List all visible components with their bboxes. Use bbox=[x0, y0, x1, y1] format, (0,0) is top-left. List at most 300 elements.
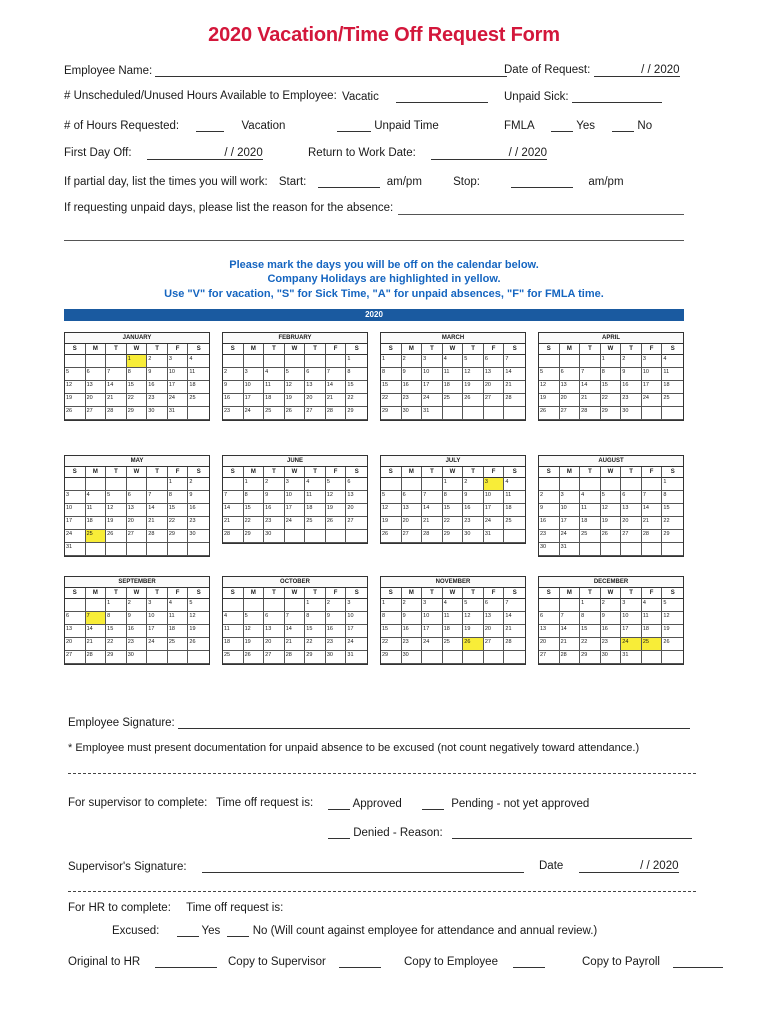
calendar-day[interactable]: 18 bbox=[443, 625, 464, 638]
calendar-day[interactable]: 21 bbox=[504, 625, 525, 638]
calendar-day[interactable]: 6 bbox=[621, 491, 642, 504]
calendar-day[interactable]: 6 bbox=[484, 355, 505, 368]
calendar-day[interactable]: 2 bbox=[326, 599, 347, 612]
employee-signature-field[interactable] bbox=[178, 716, 690, 729]
copy-supervisor-field[interactable] bbox=[339, 955, 381, 968]
calendar-day[interactable]: 30 bbox=[326, 651, 347, 664]
calendar-day[interactable]: 19 bbox=[601, 517, 622, 530]
calendar-day[interactable]: 9 bbox=[402, 612, 423, 625]
calendar-day[interactable]: 30 bbox=[539, 543, 560, 556]
calendar-day[interactable]: 23 bbox=[402, 638, 423, 651]
unpaid-time-field[interactable] bbox=[337, 119, 371, 132]
calendar-day[interactable]: 10 bbox=[285, 491, 306, 504]
calendar-day[interactable]: 21 bbox=[285, 638, 306, 651]
calendar-day[interactable]: 5 bbox=[106, 491, 127, 504]
calendar-day[interactable]: 11 bbox=[305, 491, 326, 504]
calendar-day[interactable]: 25 bbox=[188, 394, 209, 407]
calendar-day[interactable]: 31 bbox=[168, 407, 189, 420]
calendar-day[interactable]: 8 bbox=[244, 491, 265, 504]
calendar-day[interactable]: 7 bbox=[422, 491, 443, 504]
calendar-day[interactable]: 1 bbox=[346, 355, 367, 368]
calendar-day[interactable]: 19 bbox=[106, 517, 127, 530]
calendar-day[interactable]: 31 bbox=[65, 543, 86, 556]
calendar-day[interactable]: 5 bbox=[601, 491, 622, 504]
calendar-day[interactable]: 12 bbox=[463, 612, 484, 625]
calendar-day[interactable]: 16 bbox=[402, 625, 423, 638]
calendar-day[interactable]: 28 bbox=[86, 651, 107, 664]
calendar-day[interactable]: 15 bbox=[381, 625, 402, 638]
calendar-day[interactable]: 18 bbox=[223, 638, 244, 651]
calendar-day[interactable]: 8 bbox=[381, 368, 402, 381]
calendar-day[interactable]: 21 bbox=[560, 638, 581, 651]
calendar-day[interactable]: 3 bbox=[621, 599, 642, 612]
calendar-day[interactable]: 13 bbox=[484, 368, 505, 381]
calendar-day[interactable]: 22 bbox=[443, 517, 464, 530]
calendar-day[interactable]: 27 bbox=[127, 530, 148, 543]
calendar-day[interactable]: 5 bbox=[188, 599, 209, 612]
calendar-day[interactable]: 17 bbox=[422, 381, 443, 394]
calendar-day[interactable]: 18 bbox=[188, 381, 209, 394]
calendar-day[interactable]: 30 bbox=[601, 651, 622, 664]
calendar-day[interactable]: 22 bbox=[601, 394, 622, 407]
calendar-day[interactable]: 6 bbox=[86, 368, 107, 381]
supervisor-signature-field[interactable] bbox=[202, 860, 524, 873]
calendar-day[interactable]: 14 bbox=[580, 381, 601, 394]
calendar-day[interactable]: 20 bbox=[305, 394, 326, 407]
calendar-day[interactable]: 25 bbox=[580, 530, 601, 543]
calendar-day[interactable]: 17 bbox=[168, 381, 189, 394]
calendar-day[interactable]: 29 bbox=[106, 651, 127, 664]
calendar-day[interactable]: 29 bbox=[305, 651, 326, 664]
unpaid-sick-field[interactable] bbox=[572, 90, 662, 103]
calendar-day[interactable]: 31 bbox=[422, 407, 443, 420]
calendar-day[interactable]: 27 bbox=[621, 530, 642, 543]
calendar-day[interactable]: 17 bbox=[244, 394, 265, 407]
calendar-day[interactable]: 13 bbox=[346, 491, 367, 504]
calendar-day[interactable]: 27 bbox=[305, 407, 326, 420]
calendar-day[interactable]: 23 bbox=[621, 394, 642, 407]
calendar-day[interactable]: 24 bbox=[642, 394, 663, 407]
calendar-day[interactable]: 23 bbox=[264, 517, 285, 530]
calendar-day[interactable]: 15 bbox=[305, 625, 326, 638]
calendar-day[interactable]: 23 bbox=[463, 517, 484, 530]
calendar-day[interactable]: 28 bbox=[147, 530, 168, 543]
calendar-day[interactable]: 12 bbox=[539, 381, 560, 394]
calendar-day[interactable]: 30 bbox=[127, 651, 148, 664]
calendar-day[interactable]: 26 bbox=[244, 651, 265, 664]
calendar-day[interactable]: 22 bbox=[106, 638, 127, 651]
calendar-day[interactable]: 9 bbox=[601, 612, 622, 625]
calendar-day[interactable]: 14 bbox=[560, 625, 581, 638]
calendar-day[interactable]: 8 bbox=[601, 368, 622, 381]
calendar-day[interactable]: 9 bbox=[264, 491, 285, 504]
calendar-day[interactable]: 30 bbox=[463, 530, 484, 543]
calendar-day[interactable]: 12 bbox=[106, 504, 127, 517]
calendar-day[interactable]: 10 bbox=[484, 491, 505, 504]
hr-no-field[interactable] bbox=[227, 924, 249, 937]
calendar-day[interactable]: 23 bbox=[147, 394, 168, 407]
calendar-day[interactable]: 16 bbox=[402, 381, 423, 394]
calendar-day[interactable]: 21 bbox=[223, 517, 244, 530]
calendar-day[interactable]: 14 bbox=[147, 504, 168, 517]
calendar-day[interactable]: 14 bbox=[106, 381, 127, 394]
calendar-day[interactable]: 9 bbox=[326, 612, 347, 625]
calendar-day[interactable]: 11 bbox=[264, 381, 285, 394]
calendar-day-holiday[interactable]: 7 bbox=[86, 612, 107, 625]
calendar-day[interactable]: 10 bbox=[346, 612, 367, 625]
calendar-day[interactable]: 22 bbox=[662, 517, 683, 530]
calendar-day[interactable]: 7 bbox=[560, 612, 581, 625]
calendar-day[interactable]: 24 bbox=[244, 407, 265, 420]
calendar-day[interactable]: 19 bbox=[188, 625, 209, 638]
calendar-day[interactable]: 19 bbox=[244, 638, 265, 651]
calendar-day[interactable]: 17 bbox=[560, 517, 581, 530]
calendar-day[interactable]: 22 bbox=[381, 638, 402, 651]
calendar-day[interactable]: 1 bbox=[168, 478, 189, 491]
calendar-day[interactable]: 25 bbox=[504, 517, 525, 530]
return-date-field[interactable]: / / 2020 bbox=[431, 147, 547, 160]
calendar-day[interactable]: 28 bbox=[580, 407, 601, 420]
calendar-day[interactable]: 26 bbox=[463, 394, 484, 407]
calendar-day[interactable]: 8 bbox=[168, 491, 189, 504]
calendar-day[interactable]: 16 bbox=[147, 381, 168, 394]
calendar-day[interactable]: 14 bbox=[86, 625, 107, 638]
approved-field[interactable] bbox=[328, 797, 350, 810]
calendar-day[interactable]: 5 bbox=[381, 491, 402, 504]
calendar-day[interactable]: 8 bbox=[443, 491, 464, 504]
calendar-day[interactable]: 12 bbox=[662, 612, 683, 625]
calendar-day[interactable]: 21 bbox=[580, 394, 601, 407]
calendar-day[interactable]: 19 bbox=[463, 381, 484, 394]
calendar-day[interactable]: 20 bbox=[484, 381, 505, 394]
calendar-day[interactable]: 26 bbox=[106, 530, 127, 543]
calendar-day[interactable]: 6 bbox=[65, 612, 86, 625]
calendar-day[interactable]: 14 bbox=[504, 612, 525, 625]
calendar-day[interactable]: 1 bbox=[106, 599, 127, 612]
calendar-day[interactable]: 11 bbox=[223, 625, 244, 638]
calendar-day[interactable]: 17 bbox=[147, 625, 168, 638]
calendar-day[interactable]: 8 bbox=[662, 491, 683, 504]
calendar-day[interactable]: 6 bbox=[264, 612, 285, 625]
calendar-day[interactable]: 11 bbox=[642, 612, 663, 625]
calendar-day[interactable]: 30 bbox=[402, 651, 423, 664]
calendar-day[interactable]: 31 bbox=[346, 651, 367, 664]
calendar-day[interactable]: 6 bbox=[402, 491, 423, 504]
calendar-day[interactable]: 25 bbox=[443, 394, 464, 407]
calendar-day[interactable]: 10 bbox=[168, 368, 189, 381]
calendar-day[interactable]: 16 bbox=[326, 625, 347, 638]
calendar-day[interactable]: 24 bbox=[422, 394, 443, 407]
calendar-day[interactable]: 21 bbox=[326, 394, 347, 407]
calendar-day[interactable]: 16 bbox=[264, 504, 285, 517]
calendar-day[interactable]: 23 bbox=[223, 407, 244, 420]
calendar-day[interactable]: 11 bbox=[580, 504, 601, 517]
calendar-day[interactable]: 7 bbox=[504, 599, 525, 612]
calendar-day[interactable]: 22 bbox=[580, 638, 601, 651]
calendar-day[interactable]: 4 bbox=[443, 355, 464, 368]
calendar-day[interactable]: 4 bbox=[305, 478, 326, 491]
calendar-day[interactable]: 15 bbox=[662, 504, 683, 517]
calendar-day[interactable]: 19 bbox=[326, 504, 347, 517]
calendar-day[interactable]: 13 bbox=[264, 625, 285, 638]
calendar-day[interactable]: 25 bbox=[223, 651, 244, 664]
calendar-day[interactable]: 15 bbox=[106, 625, 127, 638]
calendar-day[interactable]: 19 bbox=[539, 394, 560, 407]
calendar-day[interactable]: 2 bbox=[539, 491, 560, 504]
calendar-day[interactable]: 7 bbox=[326, 368, 347, 381]
calendar-day[interactable]: 24 bbox=[346, 638, 367, 651]
calendar-day[interactable]: 27 bbox=[539, 651, 560, 664]
supervisor-date-field[interactable]: / / 2020 bbox=[579, 860, 679, 873]
calendar-day[interactable]: 10 bbox=[147, 612, 168, 625]
calendar-day[interactable]: 23 bbox=[188, 517, 209, 530]
calendar-day[interactable]: 12 bbox=[463, 368, 484, 381]
calendar-day[interactable]: 10 bbox=[642, 368, 663, 381]
calendar-day[interactable]: 14 bbox=[223, 504, 244, 517]
calendar-day[interactable]: 18 bbox=[86, 517, 107, 530]
calendar-day[interactable]: 8 bbox=[127, 368, 148, 381]
calendar-day[interactable]: 7 bbox=[580, 368, 601, 381]
calendar-day[interactable]: 30 bbox=[621, 407, 642, 420]
calendar-day[interactable]: 15 bbox=[601, 381, 622, 394]
calendar-day[interactable]: 4 bbox=[86, 491, 107, 504]
calendar-day[interactable]: 7 bbox=[642, 491, 663, 504]
calendar-day[interactable]: 29 bbox=[244, 530, 265, 543]
calendar-day[interactable]: 5 bbox=[463, 599, 484, 612]
calendar-day[interactable]: 28 bbox=[504, 394, 525, 407]
calendar-day[interactable]: 15 bbox=[443, 504, 464, 517]
request-date-field[interactable]: / / 2020 bbox=[594, 64, 680, 77]
calendar-day[interactable]: 23 bbox=[326, 638, 347, 651]
calendar-day[interactable]: 7 bbox=[223, 491, 244, 504]
calendar-day[interactable]: 21 bbox=[86, 638, 107, 651]
calendar-day[interactable]: 4 bbox=[223, 612, 244, 625]
calendar-day[interactable]: 4 bbox=[580, 491, 601, 504]
calendar-day[interactable]: 29 bbox=[580, 651, 601, 664]
calendar-day[interactable]: 12 bbox=[326, 491, 347, 504]
calendar-day[interactable]: 9 bbox=[127, 612, 148, 625]
calendar-day[interactable]: 15 bbox=[580, 625, 601, 638]
calendar-day[interactable]: 19 bbox=[381, 517, 402, 530]
calendar-day[interactable]: 1 bbox=[381, 355, 402, 368]
calendar-day[interactable]: 21 bbox=[106, 394, 127, 407]
calendar-day[interactable]: 31 bbox=[621, 651, 642, 664]
vacation-hours-field[interactable] bbox=[396, 90, 488, 103]
calendar-day[interactable]: 5 bbox=[326, 478, 347, 491]
calendar-day[interactable]: 22 bbox=[168, 517, 189, 530]
calendar-day[interactable]: 1 bbox=[580, 599, 601, 612]
calendar-day[interactable]: 6 bbox=[305, 368, 326, 381]
calendar-day-holiday[interactable]: 25 bbox=[642, 638, 663, 651]
calendar-day[interactable]: 18 bbox=[504, 504, 525, 517]
calendar-day[interactable]: 10 bbox=[560, 504, 581, 517]
calendar-day[interactable]: 4 bbox=[504, 478, 525, 491]
calendar-day[interactable]: 26 bbox=[662, 638, 683, 651]
calendar-day[interactable]: 7 bbox=[504, 355, 525, 368]
calendar-day[interactable]: 6 bbox=[127, 491, 148, 504]
calendar-day[interactable]: 20 bbox=[86, 394, 107, 407]
calendar-day[interactable]: 27 bbox=[264, 651, 285, 664]
calendar-day[interactable]: 20 bbox=[127, 517, 148, 530]
fmla-no-field[interactable] bbox=[612, 119, 634, 132]
calendar-day[interactable]: 13 bbox=[127, 504, 148, 517]
calendar-day[interactable]: 9 bbox=[188, 491, 209, 504]
calendar-day[interactable]: 9 bbox=[463, 491, 484, 504]
unpaid-reason-line-1[interactable] bbox=[398, 214, 684, 215]
calendar-day[interactable]: 6 bbox=[484, 599, 505, 612]
calendar-day-holiday[interactable]: 3 bbox=[484, 478, 505, 491]
calendar-day[interactable]: 13 bbox=[402, 504, 423, 517]
calendar-day[interactable]: 18 bbox=[662, 381, 683, 394]
calendar-day[interactable]: 3 bbox=[642, 355, 663, 368]
calendar-day[interactable]: 14 bbox=[504, 368, 525, 381]
copy-original-field[interactable] bbox=[155, 955, 217, 968]
calendar-day[interactable]: 11 bbox=[86, 504, 107, 517]
calendar-day[interactable]: 29 bbox=[346, 407, 367, 420]
calendar-day[interactable]: 29 bbox=[601, 407, 622, 420]
calendar-day[interactable]: 11 bbox=[168, 612, 189, 625]
calendar-day[interactable]: 8 bbox=[305, 612, 326, 625]
calendar-day[interactable]: 21 bbox=[642, 517, 663, 530]
partial-start-field[interactable] bbox=[318, 175, 380, 188]
calendar-day[interactable]: 5 bbox=[244, 612, 265, 625]
calendar-day[interactable]: 20 bbox=[539, 638, 560, 651]
calendar-day[interactable]: 7 bbox=[147, 491, 168, 504]
calendar-day[interactable]: 25 bbox=[443, 638, 464, 651]
calendar-day[interactable]: 16 bbox=[188, 504, 209, 517]
calendar-day[interactable]: 22 bbox=[381, 394, 402, 407]
calendar-day[interactable]: 27 bbox=[484, 638, 505, 651]
calendar-day[interactable]: 7 bbox=[106, 368, 127, 381]
calendar-day[interactable]: 8 bbox=[106, 612, 127, 625]
calendar-day[interactable]: 17 bbox=[642, 381, 663, 394]
calendar-day[interactable]: 12 bbox=[381, 504, 402, 517]
calendar-day[interactable]: 10 bbox=[244, 381, 265, 394]
calendar-day[interactable]: 30 bbox=[402, 407, 423, 420]
calendar-day[interactable]: 16 bbox=[223, 394, 244, 407]
fmla-yes-field[interactable] bbox=[551, 119, 573, 132]
pending-field[interactable] bbox=[422, 797, 444, 810]
calendar-day[interactable]: 27 bbox=[484, 394, 505, 407]
calendar-day[interactable]: 13 bbox=[484, 612, 505, 625]
calendar-day[interactable]: 18 bbox=[642, 625, 663, 638]
calendar-day[interactable]: 2 bbox=[621, 355, 642, 368]
calendar-day[interactable]: 24 bbox=[484, 517, 505, 530]
calendar-day-holiday[interactable]: 1 bbox=[127, 355, 148, 368]
calendar-day[interactable]: 20 bbox=[621, 517, 642, 530]
calendar-day[interactable]: 28 bbox=[223, 530, 244, 543]
calendar-day[interactable]: 2 bbox=[463, 478, 484, 491]
calendar-day[interactable]: 14 bbox=[642, 504, 663, 517]
calendar-day[interactable]: 24 bbox=[422, 638, 443, 651]
calendar-day[interactable]: 26 bbox=[539, 407, 560, 420]
calendar-day[interactable]: 4 bbox=[642, 599, 663, 612]
calendar-day[interactable]: 29 bbox=[168, 530, 189, 543]
calendar-day[interactable]: 10 bbox=[621, 612, 642, 625]
calendar-day[interactable]: 31 bbox=[484, 530, 505, 543]
calendar-day[interactable]: 15 bbox=[381, 381, 402, 394]
calendar-day[interactable]: 5 bbox=[463, 355, 484, 368]
calendar-day[interactable]: 5 bbox=[662, 599, 683, 612]
calendar-day[interactable]: 24 bbox=[147, 638, 168, 651]
calendar-day[interactable]: 30 bbox=[188, 530, 209, 543]
calendar-day-holiday[interactable]: 25 bbox=[86, 530, 107, 543]
calendar-day[interactable]: 16 bbox=[621, 381, 642, 394]
calendar-day[interactable]: 20 bbox=[484, 625, 505, 638]
calendar-day[interactable]: 4 bbox=[264, 368, 285, 381]
calendar-day[interactable]: 13 bbox=[305, 381, 326, 394]
calendar-day[interactable]: 22 bbox=[305, 638, 326, 651]
calendar-day[interactable]: 17 bbox=[422, 625, 443, 638]
calendar-day[interactable]: 20 bbox=[65, 638, 86, 651]
hr-yes-field[interactable] bbox=[177, 924, 199, 937]
calendar-day[interactable]: 26 bbox=[601, 530, 622, 543]
calendar-day[interactable]: 5 bbox=[539, 368, 560, 381]
calendar-day[interactable]: 22 bbox=[346, 394, 367, 407]
calendar-day[interactable]: 28 bbox=[326, 407, 347, 420]
calendar-day[interactable]: 30 bbox=[147, 407, 168, 420]
calendar-day[interactable]: 14 bbox=[285, 625, 306, 638]
calendar-day[interactable]: 11 bbox=[504, 491, 525, 504]
calendar-day[interactable]: 12 bbox=[285, 381, 306, 394]
calendar-day[interactable]: 9 bbox=[223, 381, 244, 394]
calendar-day[interactable]: 9 bbox=[402, 368, 423, 381]
calendar-day[interactable]: 24 bbox=[168, 394, 189, 407]
calendar-day[interactable]: 11 bbox=[662, 368, 683, 381]
calendar-day[interactable]: 3 bbox=[422, 355, 443, 368]
calendar-day[interactable]: 24 bbox=[65, 530, 86, 543]
calendar-day[interactable]: 9 bbox=[621, 368, 642, 381]
calendar-day[interactable]: 16 bbox=[539, 517, 560, 530]
calendar-day-holiday[interactable]: 26 bbox=[463, 638, 484, 651]
calendar-day[interactable]: 6 bbox=[346, 478, 367, 491]
calendar-day[interactable]: 18 bbox=[168, 625, 189, 638]
calendar-day[interactable]: 17 bbox=[346, 625, 367, 638]
calendar-day[interactable]: 24 bbox=[560, 530, 581, 543]
calendar-day[interactable]: 19 bbox=[662, 625, 683, 638]
calendar-day[interactable]: 1 bbox=[601, 355, 622, 368]
calendar-day[interactable]: 6 bbox=[539, 612, 560, 625]
calendar-day[interactable]: 2 bbox=[601, 599, 622, 612]
calendar-day[interactable]: 12 bbox=[244, 625, 265, 638]
calendar-day[interactable]: 4 bbox=[443, 599, 464, 612]
calendar-day[interactable]: 27 bbox=[560, 407, 581, 420]
calendar-day[interactable]: 14 bbox=[326, 381, 347, 394]
calendar-day[interactable]: 28 bbox=[642, 530, 663, 543]
calendar-day[interactable]: 12 bbox=[188, 612, 209, 625]
calendar-day[interactable]: 13 bbox=[621, 504, 642, 517]
calendar-day[interactable]: 23 bbox=[402, 394, 423, 407]
calendar-day[interactable]: 2 bbox=[223, 368, 244, 381]
calendar-day[interactable]: 31 bbox=[560, 543, 581, 556]
calendar-day[interactable]: 28 bbox=[504, 638, 525, 651]
calendar-day[interactable]: 3 bbox=[168, 355, 189, 368]
pending-option[interactable] bbox=[422, 797, 589, 810]
calendar-day[interactable]: 10 bbox=[422, 368, 443, 381]
copy-payroll-field[interactable] bbox=[673, 955, 723, 968]
calendar-day[interactable]: 18 bbox=[264, 394, 285, 407]
hours-requested-vacation-field[interactable] bbox=[196, 119, 224, 132]
calendar-day[interactable]: 11 bbox=[443, 368, 464, 381]
calendar-day[interactable]: 13 bbox=[65, 625, 86, 638]
calendar-day[interactable]: 30 bbox=[264, 530, 285, 543]
calendar-day[interactable]: 3 bbox=[244, 368, 265, 381]
calendar-day[interactable]: 15 bbox=[244, 504, 265, 517]
calendar-day[interactable]: 2 bbox=[147, 355, 168, 368]
calendar-day[interactable]: 12 bbox=[601, 504, 622, 517]
calendar-day[interactable]: 27 bbox=[65, 651, 86, 664]
calendar-day[interactable]: 25 bbox=[662, 394, 683, 407]
